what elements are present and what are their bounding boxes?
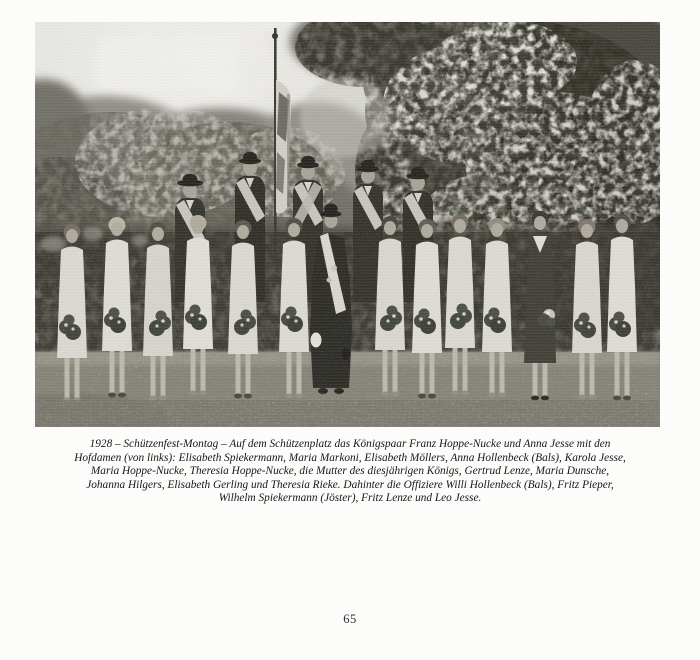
caption-line: Wilhelm Spiekermann (Jöster), Fritz Lenze und Leo Jesse. (218, 492, 482, 505)
historic-photo (35, 22, 660, 427)
page-number: 65 (343, 612, 357, 626)
caption-line: 1928 – Schützenfest-Montag – Auf dem Schützenplatz das Königspaar Franz Hoppe-Nucke und Anna Jesse mit den (89, 438, 611, 450)
caption-line: Johanna Hilgers, Elisabeth Gerling und Theresia Rieke. Dahinter die Offiziere Willi Hollenbeck (Bals), Fritz Pieper, (86, 478, 614, 491)
photo-canvas (35, 22, 660, 427)
caption-line: Maria Hoppe-Nucke, Theresia Hoppe-Nucke, die Mutter des diesjährigen Königs, Gertrud Lenze, Maria Dunsche, (90, 465, 610, 478)
photo-caption (0, 438, 700, 506)
photo-grain (35, 22, 660, 427)
caption-line: Hofdamen (von links): Elisabeth Spiekermann, Maria Markoni, Elisabeth Möllers, Anna Hollenbeck (Bals), Karola Jesse, (74, 451, 626, 464)
